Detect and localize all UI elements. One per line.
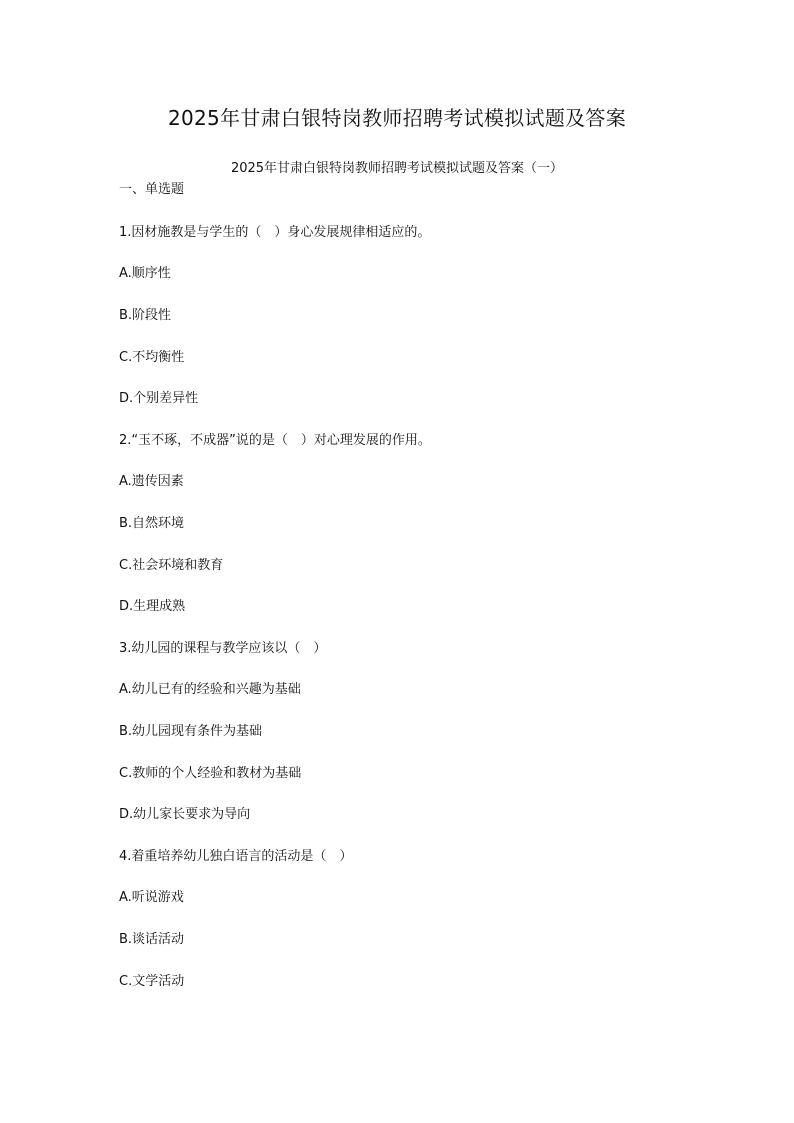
question-3-option-c: C.教师的个人经验和教材为基础 [119,766,302,781]
question-2-option-d: D.生理成熟 [119,599,186,614]
question-3-option-a: A.幼儿已有的经验和兴趣为基础 [119,682,301,697]
question-1-option-d: D.个别差异性 [119,391,199,406]
question-1-option-a: A.顺序性 [119,266,171,281]
question-1-option-c: C.不均衡性 [119,350,185,365]
question-3-option-b: B.幼儿园现有条件为基础 [119,724,263,739]
question-2-option-b: B.自然环境 [119,516,185,531]
section-heading: 一、单选题 [119,182,185,197]
question-2-option-a: A.遗传因素 [119,474,184,489]
document-title: 2025年甘肃白银特岗教师招聘考试模拟试题及答案 [167,106,627,130]
question-4-stem: 4.着重培养幼儿独白语言的活动是（ ） [119,849,353,864]
question-3-option-d: D.幼儿家长要求为导向 [119,807,251,822]
question-4-option-a: A.听说游戏 [119,890,184,905]
document-subtitle: 2025年甘肃白银特岗教师招聘考试模拟试题及答案（一） [230,161,564,176]
question-1-option-b: B.阶段性 [119,308,172,323]
question-2-stem: 2.“玉不琢，不成器”说的是（ ）对心理发展的作用。 [119,433,431,448]
question-4-option-c: C.文学活动 [119,974,185,989]
question-3-stem: 3.幼儿园的课程与教学应该以（ ） [119,641,327,656]
question-2-option-c: C.社会环境和教育 [119,558,224,573]
question-1-stem: 1.因材施教是与学生的（ ）身心发展规律相适应的。 [119,225,431,240]
question-4-option-b: B.谈话活动 [119,932,185,947]
